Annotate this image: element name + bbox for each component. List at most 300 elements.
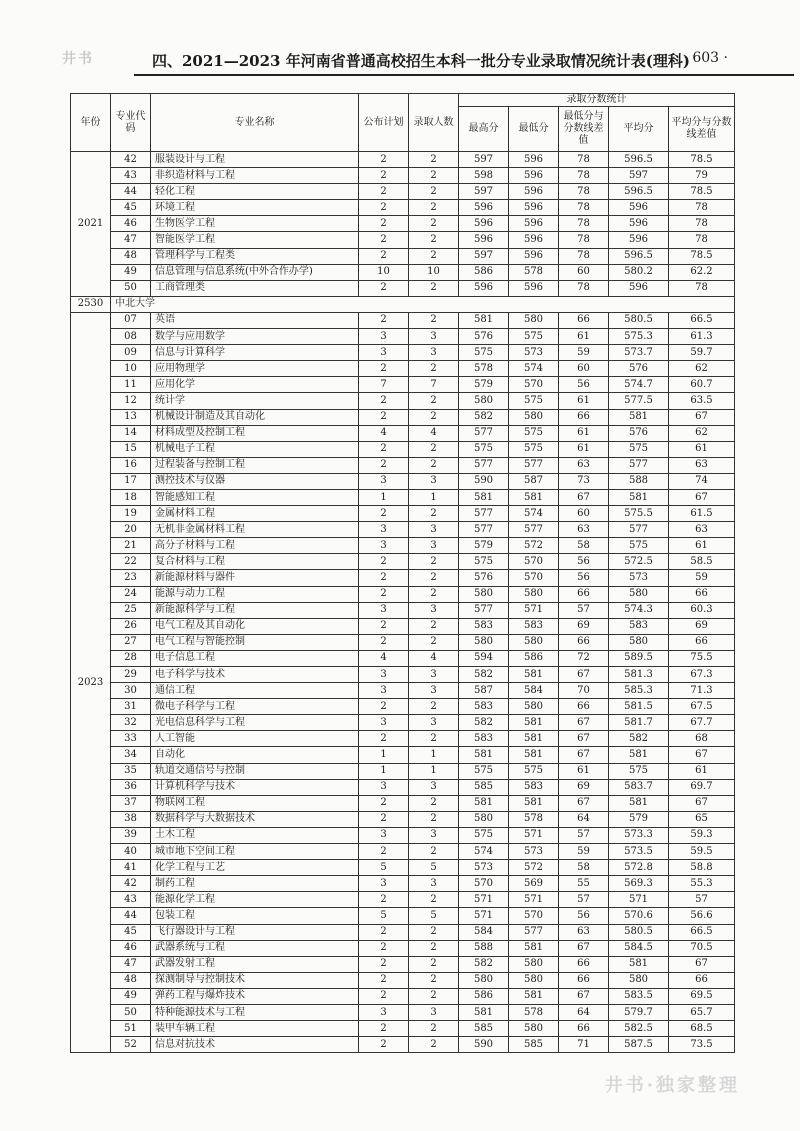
avg-diff: 55.3	[669, 876, 735, 892]
min-diff: 57	[559, 827, 609, 843]
major-name: 装甲车辆工程	[151, 1021, 359, 1037]
min-score: 572	[509, 538, 559, 554]
table-row	[71, 956, 735, 972]
plan-count: 3	[359, 683, 409, 699]
table-row	[71, 779, 735, 795]
avg-diff: 62.2	[669, 264, 735, 280]
table-row	[71, 361, 735, 377]
table-row	[71, 731, 735, 747]
table-row	[71, 489, 735, 505]
plan-count: 1	[359, 747, 409, 763]
major-code: 33	[111, 731, 151, 747]
major-code: 11	[111, 377, 151, 393]
min-score: 578	[509, 811, 559, 827]
max-score: 586	[459, 988, 509, 1004]
major-code: 13	[111, 409, 151, 425]
admit-count: 3	[409, 345, 459, 361]
avg-diff: 74	[669, 473, 735, 489]
min-score: 580	[509, 586, 559, 602]
major-name: 环境工程	[151, 200, 359, 216]
min-score: 580	[509, 1021, 559, 1037]
admit-count: 2	[409, 731, 459, 747]
admit-count: 2	[409, 554, 459, 570]
max-score: 575	[459, 554, 509, 570]
major-name: 计算机科学与技术	[151, 779, 359, 795]
min-score: 575	[509, 393, 559, 409]
min-diff: 63	[559, 924, 609, 940]
admit-count: 2	[409, 393, 459, 409]
major-code: 23	[111, 570, 151, 586]
min-score: 581	[509, 795, 559, 811]
major-name: 化学工程与工艺	[151, 860, 359, 876]
admit-count: 3	[409, 602, 459, 618]
major-name: 新能源材料与器件	[151, 570, 359, 586]
min-diff: 78	[559, 232, 609, 248]
avg-diff: 78	[669, 232, 735, 248]
admit-count: 2	[409, 956, 459, 972]
major-code: 38	[111, 811, 151, 827]
major-name: 工商管理类	[151, 280, 359, 296]
avg-diff: 58.5	[669, 554, 735, 570]
major-code: 47	[111, 232, 151, 248]
table-row	[71, 184, 735, 200]
plan-count: 3	[359, 876, 409, 892]
min-diff: 64	[559, 1004, 609, 1020]
plan-count: 4	[359, 650, 409, 666]
table-row	[71, 152, 735, 168]
avg-diff: 67	[669, 747, 735, 763]
min-diff: 57	[559, 892, 609, 908]
min-score: 575	[509, 425, 559, 441]
table-row	[71, 312, 735, 328]
admit-count: 2	[409, 152, 459, 168]
table-row	[71, 892, 735, 908]
major-name: 高分子材料与工程	[151, 538, 359, 554]
avg-score: 584.5	[609, 940, 669, 956]
avg-score: 582.5	[609, 1021, 669, 1037]
major-code: 21	[111, 538, 151, 554]
major-code: 45	[111, 200, 151, 216]
min-score: 596	[509, 232, 559, 248]
max-score: 585	[459, 1021, 509, 1037]
avg-diff: 66	[669, 634, 735, 650]
admit-count: 2	[409, 811, 459, 827]
avg-diff: 68.5	[669, 1021, 735, 1037]
min-score: 574	[509, 361, 559, 377]
avg-score: 574.7	[609, 377, 669, 393]
avg-score: 581	[609, 795, 669, 811]
admit-count: 2	[409, 570, 459, 586]
admit-count: 2	[409, 361, 459, 377]
min-score: 596	[509, 152, 559, 168]
major-name: 信息与计算科学	[151, 345, 359, 361]
avg-score: 582	[609, 731, 669, 747]
major-code: 31	[111, 699, 151, 715]
plan-count: 2	[359, 570, 409, 586]
min-diff: 78	[559, 216, 609, 232]
major-code: 35	[111, 763, 151, 779]
admit-count: 3	[409, 683, 459, 699]
plan-count: 2	[359, 795, 409, 811]
avg-score: 579	[609, 811, 669, 827]
plan-count: 2	[359, 1037, 409, 1053]
admit-count: 4	[409, 425, 459, 441]
major-name: 数学与应用数学	[151, 329, 359, 345]
min-diff: 78	[559, 248, 609, 264]
col-min: 最低分	[509, 107, 559, 152]
max-score: 581	[459, 795, 509, 811]
admit-count: 3	[409, 473, 459, 489]
min-diff: 61	[559, 763, 609, 779]
admit-count: 2	[409, 1037, 459, 1053]
max-score: 580	[459, 972, 509, 988]
table-row	[71, 667, 735, 683]
plan-count: 2	[359, 956, 409, 972]
max-score: 596	[459, 216, 509, 232]
major-name: 电气工程及其自动化	[151, 618, 359, 634]
min-diff: 67	[559, 731, 609, 747]
min-score: 580	[509, 409, 559, 425]
col-admit: 录取人数	[409, 94, 459, 152]
max-score: 581	[459, 1004, 509, 1020]
min-score: 596	[509, 248, 559, 264]
min-score: 580	[509, 634, 559, 650]
avg-score: 587.5	[609, 1037, 669, 1053]
major-name: 复合材料与工程	[151, 554, 359, 570]
major-name: 光电信息科学与工程	[151, 715, 359, 731]
avg-score: 581	[609, 489, 669, 505]
avg-diff: 67.3	[669, 667, 735, 683]
major-name: 物联网工程	[151, 795, 359, 811]
min-diff: 66	[559, 312, 609, 328]
plan-count: 2	[359, 940, 409, 956]
max-score: 594	[459, 650, 509, 666]
major-code: 09	[111, 345, 151, 361]
avg-diff: 73.5	[669, 1037, 735, 1053]
min-diff: 60	[559, 361, 609, 377]
plan-count: 2	[359, 441, 409, 457]
plan-count: 4	[359, 425, 409, 441]
min-score: 583	[509, 618, 559, 634]
admit-count: 7	[409, 377, 459, 393]
table-row	[71, 602, 735, 618]
table-row	[71, 409, 735, 425]
col-avg-diff: 平均分与分数线差值	[669, 107, 735, 152]
major-name: 智能医学工程	[151, 232, 359, 248]
table-row	[71, 1037, 735, 1053]
avg-diff: 62	[669, 361, 735, 377]
min-diff: 64	[559, 811, 609, 827]
major-name: 非织造材料与工程	[151, 168, 359, 184]
max-score: 588	[459, 940, 509, 956]
table-row	[71, 811, 735, 827]
min-score: 575	[509, 441, 559, 457]
min-diff: 67	[559, 715, 609, 731]
max-score: 579	[459, 377, 509, 393]
col-score-group: 录取分数统计	[459, 94, 735, 107]
major-code: 22	[111, 554, 151, 570]
header-rule	[134, 74, 794, 76]
max-score: 586	[459, 264, 509, 280]
avg-diff: 78	[669, 216, 735, 232]
major-code: 52	[111, 1037, 151, 1053]
min-diff: 63	[559, 522, 609, 538]
min-score: 596	[509, 200, 559, 216]
plan-count: 3	[359, 522, 409, 538]
col-year: 年份	[71, 94, 111, 152]
avg-score: 581	[609, 747, 669, 763]
admit-count: 2	[409, 409, 459, 425]
min-diff: 59	[559, 345, 609, 361]
table-row	[71, 168, 735, 184]
table-row	[71, 200, 735, 216]
major-code: 32	[111, 715, 151, 731]
max-score: 583	[459, 731, 509, 747]
table-row	[71, 908, 735, 924]
major-name: 信息对抗技术	[151, 1037, 359, 1053]
major-code: 19	[111, 506, 151, 522]
table-row	[71, 618, 735, 634]
avg-diff: 69.5	[669, 988, 735, 1004]
major-code: 45	[111, 924, 151, 940]
max-score: 581	[459, 489, 509, 505]
max-score: 577	[459, 457, 509, 473]
major-name: 金属材料工程	[151, 506, 359, 522]
plan-count: 2	[359, 393, 409, 409]
admit-count: 2	[409, 618, 459, 634]
admit-count: 10	[409, 264, 459, 280]
admit-count: 2	[409, 988, 459, 1004]
admit-count: 2	[409, 312, 459, 328]
major-name: 制药工程	[151, 876, 359, 892]
major-name: 武器系统与工程	[151, 940, 359, 956]
avg-diff: 57	[669, 892, 735, 908]
plan-count: 2	[359, 924, 409, 940]
major-code: 14	[111, 425, 151, 441]
max-score: 597	[459, 184, 509, 200]
avg-diff: 67	[669, 795, 735, 811]
max-score: 580	[459, 586, 509, 602]
avg-score: 583.5	[609, 988, 669, 1004]
plan-count: 2	[359, 457, 409, 473]
major-code: 42	[111, 152, 151, 168]
admit-count: 3	[409, 538, 459, 554]
plan-count: 2	[359, 152, 409, 168]
min-diff: 58	[559, 538, 609, 554]
avg-score: 575.3	[609, 329, 669, 345]
min-score: 577	[509, 457, 559, 473]
major-name: 智能感知工程	[151, 489, 359, 505]
major-code: 40	[111, 844, 151, 860]
admit-count: 3	[409, 779, 459, 795]
min-diff: 56	[559, 908, 609, 924]
publisher-logo: 井书	[62, 51, 94, 67]
min-score: 575	[509, 763, 559, 779]
major-name: 城市地下空间工程	[151, 844, 359, 860]
min-score: 573	[509, 844, 559, 860]
major-code: 30	[111, 683, 151, 699]
admit-count: 3	[409, 715, 459, 731]
plan-count: 1	[359, 763, 409, 779]
max-score: 575	[459, 763, 509, 779]
avg-score: 585.3	[609, 683, 669, 699]
watermark-text: 井书·独家整理	[604, 1075, 740, 1096]
admit-count: 3	[409, 1004, 459, 1020]
avg-diff: 65.7	[669, 1004, 735, 1020]
min-diff: 73	[559, 473, 609, 489]
table-row	[71, 876, 735, 892]
max-score: 571	[459, 892, 509, 908]
major-code: 24	[111, 586, 151, 602]
max-score: 590	[459, 1037, 509, 1053]
avg-diff: 60.3	[669, 602, 735, 618]
min-score: 570	[509, 570, 559, 586]
table-row	[71, 699, 735, 715]
plan-count: 2	[359, 811, 409, 827]
avg-diff: 61	[669, 441, 735, 457]
major-name: 能源化学工程	[151, 892, 359, 908]
col-code: 专业代码	[111, 94, 151, 152]
avg-score: 576	[609, 425, 669, 441]
table-row	[71, 940, 735, 956]
col-max: 最高分	[459, 107, 509, 152]
major-code: 39	[111, 827, 151, 843]
avg-score: 596	[609, 232, 669, 248]
min-diff: 63	[559, 457, 609, 473]
table-row	[71, 441, 735, 457]
min-diff: 61	[559, 441, 609, 457]
min-diff: 67	[559, 988, 609, 1004]
table-row	[71, 634, 735, 650]
avg-diff: 67.7	[669, 715, 735, 731]
plan-count: 2	[359, 168, 409, 184]
avg-score: 577	[609, 457, 669, 473]
admit-count: 2	[409, 844, 459, 860]
admit-count: 2	[409, 216, 459, 232]
avg-diff: 61.5	[669, 506, 735, 522]
admit-count: 3	[409, 667, 459, 683]
min-diff: 56	[559, 570, 609, 586]
max-score: 581	[459, 747, 509, 763]
avg-score: 589.5	[609, 650, 669, 666]
max-score: 597	[459, 248, 509, 264]
plan-count: 3	[359, 345, 409, 361]
major-name: 统计学	[151, 393, 359, 409]
max-score: 580	[459, 634, 509, 650]
min-diff: 66	[559, 956, 609, 972]
table-row	[71, 329, 735, 345]
avg-score: 596	[609, 200, 669, 216]
major-code: 08	[111, 329, 151, 345]
avg-diff: 63	[669, 457, 735, 473]
plan-count: 2	[359, 409, 409, 425]
avg-diff: 56.6	[669, 908, 735, 924]
min-score: 581	[509, 940, 559, 956]
major-code: 12	[111, 393, 151, 409]
avg-score: 573.5	[609, 844, 669, 860]
table-row	[71, 522, 735, 538]
plan-count: 5	[359, 860, 409, 876]
plan-count: 2	[359, 844, 409, 860]
min-score: 571	[509, 827, 559, 843]
major-code: 43	[111, 168, 151, 184]
avg-diff: 63	[669, 522, 735, 538]
min-score: 586	[509, 650, 559, 666]
min-diff: 72	[559, 650, 609, 666]
plan-count: 3	[359, 538, 409, 554]
admit-count: 2	[409, 184, 459, 200]
avg-score: 575	[609, 538, 669, 554]
table-row	[71, 280, 735, 296]
min-score: 580	[509, 956, 559, 972]
major-name: 通信工程	[151, 683, 359, 699]
avg-score: 579.7	[609, 1004, 669, 1020]
min-diff: 78	[559, 168, 609, 184]
table-row	[71, 393, 735, 409]
admit-count: 2	[409, 457, 459, 473]
table-row	[71, 683, 735, 699]
plan-count: 2	[359, 184, 409, 200]
plan-count: 3	[359, 473, 409, 489]
avg-score: 569.3	[609, 876, 669, 892]
min-score: 580	[509, 699, 559, 715]
table-row	[71, 216, 735, 232]
admit-count: 2	[409, 168, 459, 184]
avg-score: 581	[609, 409, 669, 425]
min-diff: 78	[559, 152, 609, 168]
major-code: 37	[111, 795, 151, 811]
avg-score: 597	[609, 168, 669, 184]
major-name: 应用化学	[151, 377, 359, 393]
admit-count: 2	[409, 248, 459, 264]
admit-count: 2	[409, 699, 459, 715]
avg-diff: 60.7	[669, 377, 735, 393]
major-name: 探测制导与控制技术	[151, 972, 359, 988]
min-score: 577	[509, 522, 559, 538]
table-row	[71, 1004, 735, 1020]
plan-count: 2	[359, 618, 409, 634]
min-diff: 60	[559, 264, 609, 280]
major-name: 电气工程与智能控制	[151, 634, 359, 650]
avg-score: 573.3	[609, 827, 669, 843]
avg-score: 580.2	[609, 264, 669, 280]
min-diff: 66	[559, 586, 609, 602]
max-score: 575	[459, 827, 509, 843]
avg-score: 596.5	[609, 152, 669, 168]
avg-diff: 78	[669, 280, 735, 296]
min-score: 570	[509, 554, 559, 570]
min-score: 581	[509, 489, 559, 505]
major-name: 微电子科学与工程	[151, 699, 359, 715]
avg-score: 580	[609, 634, 669, 650]
major-name: 测控技术与仪器	[151, 473, 359, 489]
avg-diff: 59.3	[669, 827, 735, 843]
table-row	[71, 232, 735, 248]
max-score: 573	[459, 860, 509, 876]
admit-count: 1	[409, 747, 459, 763]
major-code: 50	[111, 1004, 151, 1020]
min-score: 570	[509, 908, 559, 924]
max-score: 598	[459, 168, 509, 184]
min-score: 571	[509, 602, 559, 618]
major-code: 29	[111, 667, 151, 683]
max-score: 575	[459, 441, 509, 457]
min-diff: 66	[559, 972, 609, 988]
admit-count: 2	[409, 232, 459, 248]
major-code: 17	[111, 473, 151, 489]
major-code: 27	[111, 634, 151, 650]
avg-diff: 67	[669, 489, 735, 505]
